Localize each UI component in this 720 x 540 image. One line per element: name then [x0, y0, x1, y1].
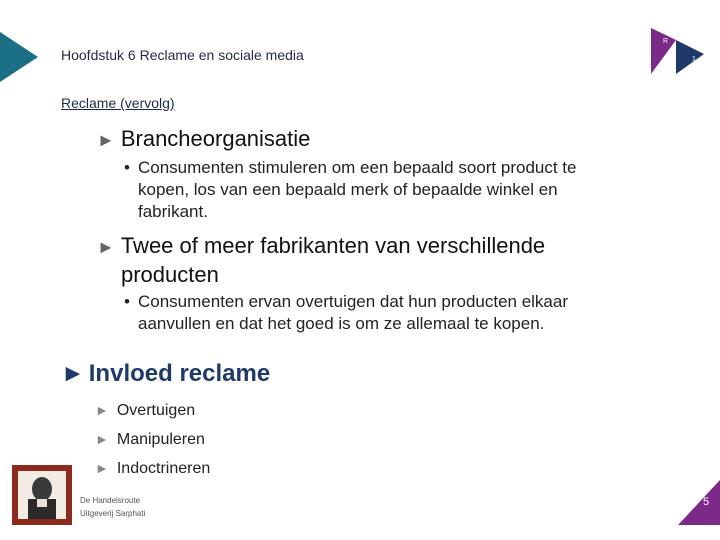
point-triangle-icon: ► — [95, 431, 109, 447]
point-triangle-icon: ► — [95, 402, 109, 418]
publisher-line: De Handelsroute — [80, 496, 141, 505]
portrait-icon — [12, 465, 72, 525]
bullet-heading-1 — [97, 125, 310, 154]
page-number-badge — [678, 480, 720, 525]
chapter-badge — [646, 26, 706, 78]
badge-bottom-label: 1 — [692, 56, 696, 63]
bullet-triangle-icon: ► — [97, 237, 115, 257]
header-accent-triangle — [0, 32, 40, 82]
list-item — [95, 425, 210, 454]
heading-text: producten — [121, 262, 219, 287]
publisher-name — [80, 496, 145, 518]
detail-line: Consumenten stimuleren om een bepaald soort product te — [138, 158, 577, 177]
section-triangle-icon: ► — [61, 360, 85, 387]
detail-line: aanvullen en dat het goed is om ze allemaal te kopen. — [138, 314, 545, 333]
badge-top-label: R — [663, 38, 669, 45]
point-text: Indoctrineren — [116, 460, 211, 477]
page-number: 5 — [703, 496, 710, 508]
detail-line: fabrikant. — [138, 202, 208, 221]
list-item — [95, 454, 210, 483]
section-heading — [61, 360, 270, 388]
chapter-title: Hoofdstuk 6 Reclame en sociale media — [61, 47, 304, 63]
heading-text: Twee of meer fabrikanten van verschillende — [120, 233, 546, 258]
bullet-triangle-icon: ► — [97, 130, 115, 150]
list-item — [95, 396, 210, 425]
publisher-line: Uitgeverij Sarphati — [80, 509, 146, 518]
bullet-dot-icon: • — [124, 158, 130, 177]
point-triangle-icon: ► — [95, 460, 109, 476]
section-points — [95, 396, 210, 483]
point-text: Overtuigen — [116, 402, 196, 419]
point-text: Manipuleren — [116, 431, 205, 448]
bullet-detail-1 — [124, 157, 576, 223]
bullet-dot-icon: • — [124, 292, 130, 311]
detail-line: Consumenten ervan overtuigen dat hun producten elkaar — [138, 292, 569, 311]
bullet-heading-2 — [97, 232, 545, 289]
bullet-detail-2 — [124, 291, 568, 335]
section-heading-text: Invloed reclame — [88, 360, 271, 387]
slide-subtitle: Reclame (vervolg) — [61, 95, 175, 111]
detail-line: kopen, los van een bepaald merk of bepaalde winkel en — [138, 180, 558, 199]
heading-text: Brancheorganisatie — [120, 126, 311, 151]
publisher-logo — [12, 465, 72, 525]
